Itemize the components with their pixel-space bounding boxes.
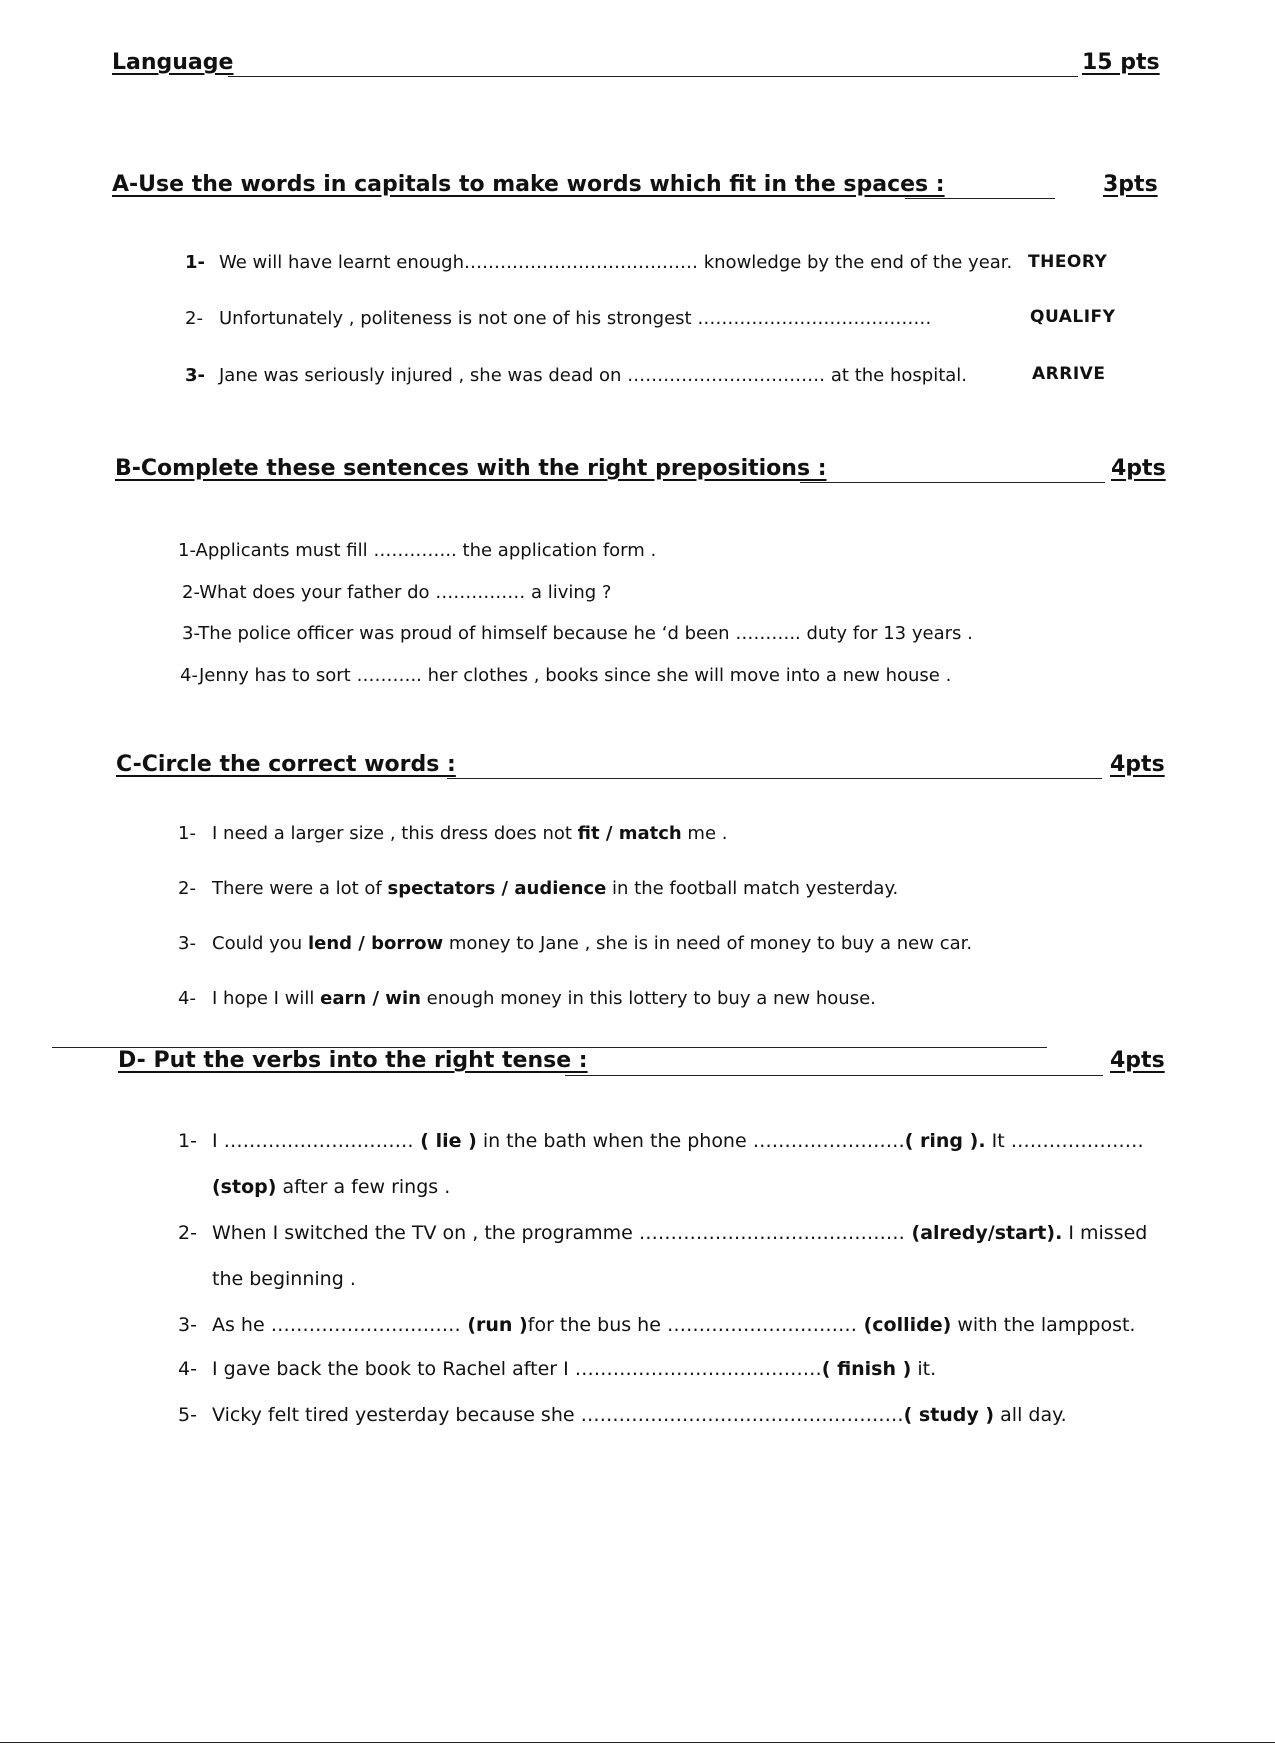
section-d-title: D- Put the verbs into the right tense : bbox=[118, 1048, 588, 1073]
section-d-item: 3- As he ………………………… (run )for the bus he ………………………… (collide) with the lamppost. bbox=[178, 1314, 1136, 1336]
answer-blank[interactable]: ………………… bbox=[1010, 1130, 1144, 1152]
section-b-item: 1-Applicants must fill ………….. the application form . bbox=[178, 540, 657, 561]
section-c-title: C-Circle the correct words : bbox=[116, 752, 456, 777]
section-b-rule bbox=[800, 482, 1105, 483]
answer-blank[interactable]: ……….. bbox=[356, 665, 422, 686]
section-b-item: 3-The police officer was proud of himself because he ‘d been ……….. duty for 13 years . bbox=[182, 623, 973, 644]
capital-word: THEORY bbox=[1028, 252, 1108, 272]
answer-blank[interactable]: …………………………………………… bbox=[580, 1404, 904, 1426]
answer-blank[interactable]: ………………………………… bbox=[574, 1358, 822, 1380]
section-b-item: 4-Jenny has to sort ……….. her clothes , books since she will move into a new house . bbox=[180, 665, 952, 686]
section-c-points: 4pts bbox=[1110, 752, 1165, 777]
answer-blank[interactable]: ………………………… bbox=[270, 1314, 461, 1336]
word-choice[interactable]: spectators / audience bbox=[387, 878, 607, 899]
section-d-item-continued: (stop) after a few rings . bbox=[212, 1176, 451, 1198]
answer-blank[interactable]: ……….. bbox=[735, 623, 801, 644]
section-c-item: 2- There were a lot of spectators / audience in the football match yesterday. bbox=[178, 878, 899, 899]
bottom-rule bbox=[0, 1742, 1275, 1743]
section-a-item: 3- Jane was seriously injured , she was dead on …………………………… at the hospital. bbox=[185, 365, 968, 386]
section-c-item: 4- I hope I will earn / win enough money in this lottery to buy a new house. bbox=[178, 988, 876, 1009]
section-b-points: 4pts bbox=[1111, 456, 1166, 481]
section-a-title: A-Use the words in capitals to make words which fit in the spaces : bbox=[112, 172, 945, 197]
word-choice[interactable]: earn / win bbox=[320, 988, 421, 1009]
section-d-item-continued: the beginning . bbox=[212, 1268, 356, 1290]
word-choice[interactable]: lend / borrow bbox=[307, 933, 444, 954]
answer-blank[interactable]: ………………………………… bbox=[464, 252, 698, 273]
word-choice[interactable]: fit / match bbox=[577, 823, 682, 844]
section-b-item: 2-What does your father do …………… a living ? bbox=[182, 582, 612, 603]
answer-blank[interactable]: …………………………… bbox=[627, 365, 826, 386]
answer-blank[interactable]: ………….. bbox=[373, 540, 457, 561]
section-c-item: 3- Could you lend / borrow money to Jane , she is in need of money to buy a new car. bbox=[178, 933, 973, 954]
capital-word: QUALIFY bbox=[1030, 307, 1116, 327]
section-d-item: 5- Vicky felt tired yesterday because she ……………………………………………( study ) all day. bbox=[178, 1404, 1067, 1426]
answer-blank[interactable]: ………………………… bbox=[666, 1314, 857, 1336]
answer-blank[interactable]: ………………………… bbox=[223, 1130, 414, 1152]
capital-word: ARRIVE bbox=[1032, 364, 1106, 384]
answer-blank[interactable]: ………………………………… bbox=[697, 308, 932, 329]
header-rule bbox=[228, 76, 1078, 77]
answer-blank[interactable]: …………………………………… bbox=[638, 1222, 905, 1244]
section-a-item: 2- Unfortunately , politeness is not one of his strongest ………………………………… bbox=[185, 308, 932, 329]
section-d-points: 4pts bbox=[1110, 1048, 1165, 1073]
page-title: Language bbox=[112, 50, 234, 75]
section-c-item: 1- I need a larger size , this dress does not fit / match me . bbox=[178, 823, 728, 844]
section-a-points: 3pts bbox=[1103, 172, 1158, 197]
section-a-rule bbox=[905, 198, 1055, 199]
section-d-item: 1- I ………………………… ( lie ) in the bath when the phone ……………………( ring ). It ………………… bbox=[178, 1130, 1144, 1152]
section-a-item: 1- We will have learnt enough………………………………… knowledge by the end of the year. bbox=[185, 252, 1013, 273]
section-d-item: 4- I gave back the book to Rachel after I …………………………………( finish ) it. bbox=[178, 1358, 937, 1380]
answer-blank[interactable]: …………………… bbox=[752, 1130, 905, 1152]
section-d-rule bbox=[565, 1075, 1103, 1076]
section-d-item: 2- When I switched the TV on , the programme …………………………………… (alredy/start). I missed bbox=[178, 1222, 1148, 1244]
section-c-rule bbox=[447, 778, 1102, 779]
answer-blank[interactable]: …………… bbox=[435, 582, 526, 603]
section-b-title: B-Complete these sentences with the right prepositions : bbox=[115, 456, 827, 481]
total-points: 15 pts bbox=[1082, 50, 1160, 75]
